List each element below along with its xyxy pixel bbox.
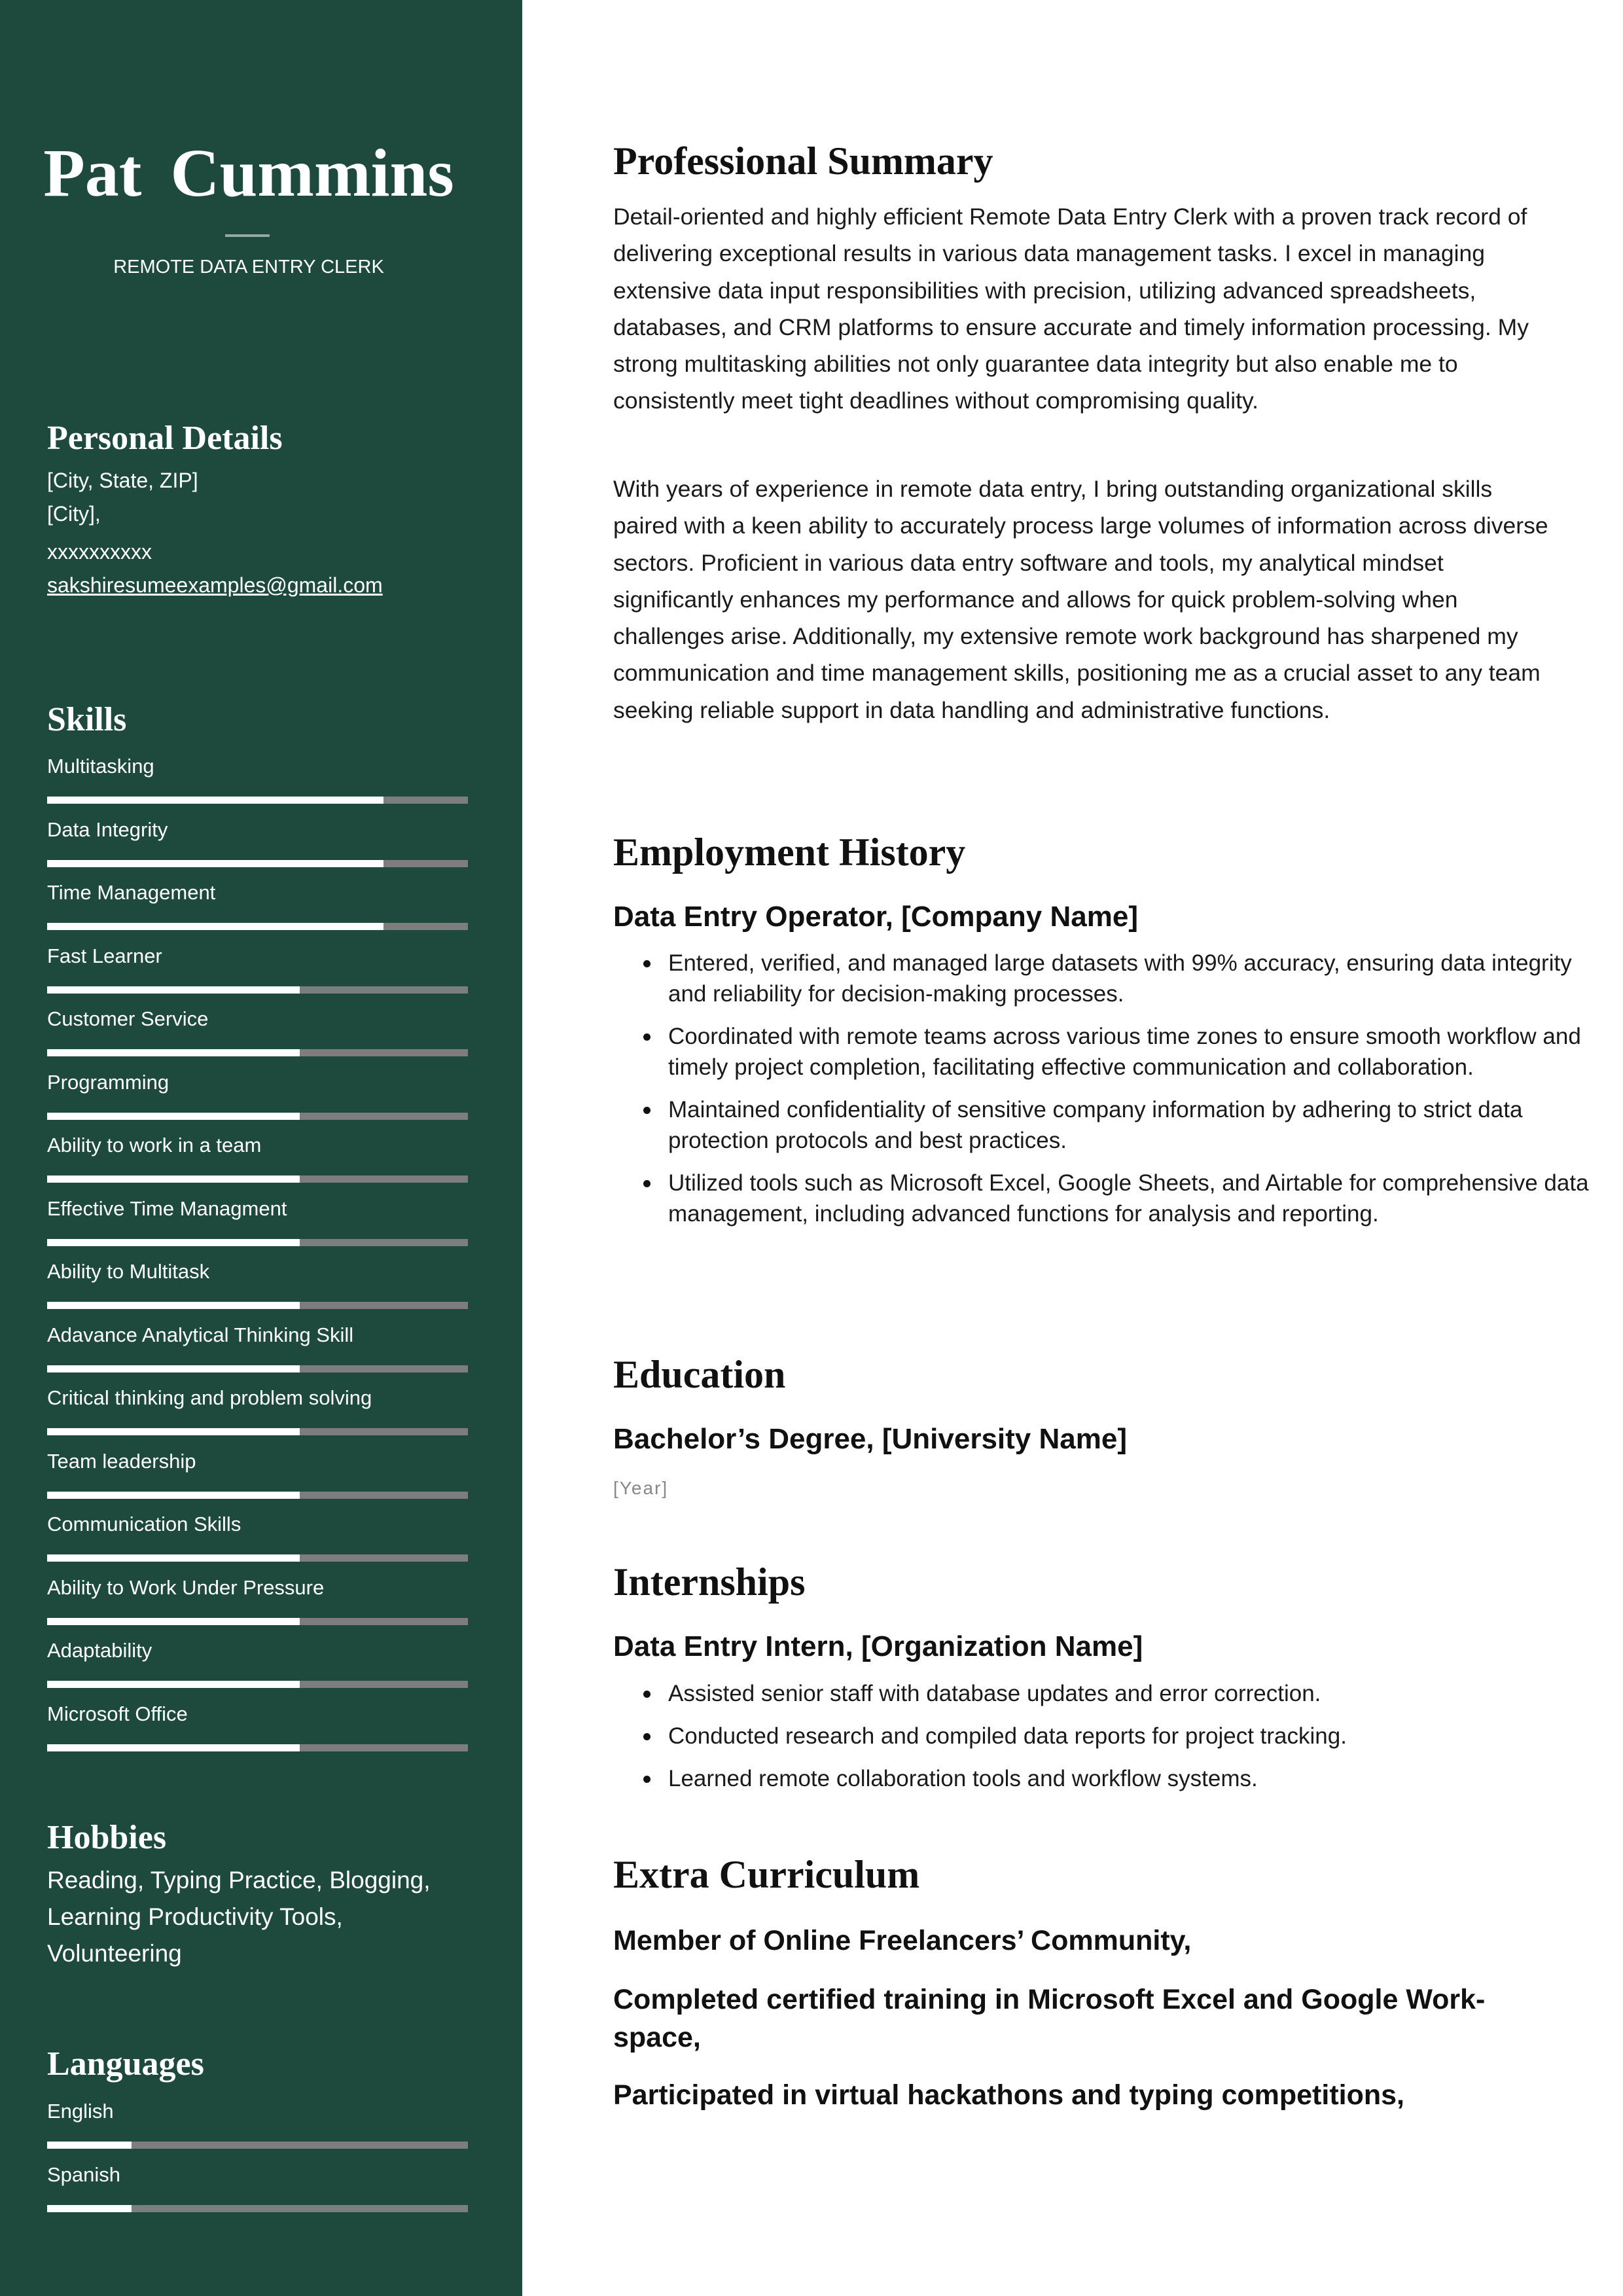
skill-label: English [47, 2100, 114, 2123]
skill-level-fill [47, 1681, 300, 1688]
skill-level-fill [47, 1744, 300, 1751]
city: [City], [47, 502, 101, 526]
employment-heading: Employment History [613, 831, 966, 874]
list-item: Entered, verified, and managed large datasets with 99% accuracy, ensuring data integrity and reliability for decision-making processes. [668, 948, 1604, 1009]
skill-level-fill [47, 797, 383, 804]
internship-bullets [613, 1678, 1604, 1806]
summary-paragraph-2: With years of experience in remote data entry, I bring outstanding organizational skills paired with a keen ability to accurately process large volumes of information across diverse sectors. Proficient in various data entry software and tools, my analytical mindset significantly enhances my performance and allows for quick problem-solving when challenges arise. Additionally, my extensive remote work background has sharpened my communication and time management skills, positioning me as a crucial asset to any team seeking reliable support in data handling and administrative functions. [613, 476, 1548, 723]
skill-level-bar [47, 1428, 468, 1435]
list-item: Coordinated with remote teams across various time zones to ensure smooth workflow and timely project completion, facilitating effective communication and collaboration. [668, 1021, 1604, 1083]
skill-level-fill [47, 1302, 300, 1309]
skill-label: Adavance Analytical Thinking Skill [47, 1323, 354, 1346]
job-title: REMOTE DATA ENTRY CLERK [113, 257, 384, 278]
skill-level-bar [47, 860, 468, 867]
skill-level-fill [47, 2205, 132, 2212]
skill-label: Ability to Multitask [47, 1260, 210, 1283]
languages-heading: Languages [47, 2045, 204, 2083]
skill-level-bar [47, 1681, 468, 1688]
email-link[interactable]: sakshiresumeexamples@gmail.com [47, 573, 383, 597]
skill-level-bar [47, 797, 468, 804]
skill-level-fill [47, 1113, 300, 1120]
skill-level-bar [47, 1113, 468, 1120]
skill-level-bar [47, 1239, 468, 1246]
candidate-name: Pat Cummins [43, 135, 454, 211]
list-item: Conducted research and compiled data reports for project tracking. [668, 1721, 1604, 1751]
name-divider [225, 234, 270, 237]
skill-level-bar [47, 2142, 468, 2149]
skills-heading: Skills [47, 701, 127, 738]
skill-label: Ability to Work Under Pressure [47, 1575, 325, 1599]
list-item: Utilized tools such as Microsoft Excel, Google Sheets, and Airtable for comprehensive data management, including advanced functions for analysis and reporting. [668, 1168, 1604, 1229]
employment-job-title: Data Entry Operator, [Company Name] [613, 901, 1138, 933]
list-item: Learned remote collaboration tools and workflow systems. [668, 1763, 1604, 1794]
skill-level-bar [47, 1302, 468, 1309]
skill-level-fill [47, 1618, 300, 1625]
list-item: Maintained confidentiality of sensitive company information by adhering to strict data protection protocols and best practices. [668, 1094, 1604, 1156]
education-heading: Education [613, 1353, 786, 1396]
hobbies-text: Reading, Typing Practice, Blogging, Learning Productivity Tools, Volunteering [47, 1867, 431, 1967]
skill-label: Customer Service [47, 1007, 209, 1030]
skill-level-fill [47, 1428, 300, 1435]
phone: xxxxxxxxxx [47, 540, 152, 564]
skill-level-bar [47, 2205, 468, 2212]
skill-level-bar [47, 986, 468, 994]
skill-level-fill [47, 1492, 300, 1499]
skill-label: Critical thinking and problem solving [47, 1386, 372, 1409]
employment-bullets [613, 948, 1604, 1241]
skill-label: Ability to work in a team [47, 1134, 262, 1157]
address: [City, State, ZIP] [47, 469, 198, 492]
skill-level-bar [47, 1365, 468, 1372]
skill-label: Multitasking [47, 755, 154, 778]
skill-label: Effective Time Managment [47, 1196, 287, 1220]
skill-label: Communication Skills [47, 1513, 241, 1535]
hobbies-heading: Hobbies [47, 1819, 167, 1856]
internships-heading: Internships [613, 1560, 806, 1604]
education-degree: Bachelor’s Degree, [University Name] [613, 1423, 1127, 1455]
skill-level-bar [47, 1554, 468, 1562]
skill-label: Time Management [47, 881, 216, 904]
skill-level-bar [47, 1049, 468, 1056]
skill-level-fill [47, 923, 383, 930]
extra-item: Completed certified training in Microsoft Excel and Google Work-space, [613, 1984, 1486, 2053]
skill-label: Adaptability [47, 1639, 152, 1662]
skill-level-bar [47, 1175, 468, 1183]
list-item: Assisted senior staff with database updates and error correction. [668, 1678, 1604, 1709]
extra-item: Participated in virtual hackathons and typing competitions, [613, 2079, 1404, 2111]
skill-level-fill [47, 986, 300, 994]
skill-level-fill [47, 2142, 132, 2149]
skill-level-fill [47, 1365, 300, 1372]
skill-level-bar [47, 1744, 468, 1751]
skill-label: Programming [47, 1070, 169, 1094]
skill-level-fill [47, 1554, 300, 1562]
skill-label: Microsoft Office [47, 1702, 188, 1725]
internship-title: Data Entry Intern, [Organization Name] [613, 1630, 1143, 1662]
skill-level-fill [47, 1049, 300, 1056]
skill-level-fill [47, 1175, 300, 1183]
summary-paragraph-1: Detail-oriented and highly efficient Remote Data Entry Clerk with a proven track record of delivering exceptional results in various data management tasks. I excel in managing extensive data input responsibilities with precision, utilizing advanced spreadsheets, databases, and CRM platforms to ensure accurate and timely information processing. My strong multitasking abilities not only guarantee data integrity but also enable me to consistently meet tight deadlines without compromising quality. [613, 204, 1529, 414]
extra-curriculum-heading: Extra Curriculum [613, 1853, 920, 1896]
personal-details-heading: Personal Details [47, 420, 283, 457]
extra-item: Member of Online Freelancers’ Community, [613, 1925, 1192, 1956]
sidebar [0, 0, 522, 2296]
skill-label: Team leadership [47, 1449, 196, 1473]
skill-label: Fast Learner [47, 944, 162, 967]
education-year: [Year] [613, 1478, 669, 1498]
skill-label: Spanish [47, 2162, 121, 2186]
skill-level-fill [47, 1239, 300, 1246]
skill-label: Data Integrity [47, 817, 168, 841]
summary-heading: Professional Summary [613, 139, 993, 183]
skill-level-bar [47, 1492, 468, 1499]
skill-level-bar [47, 1618, 468, 1625]
skill-level-bar [47, 923, 468, 930]
skill-level-fill [47, 860, 383, 867]
